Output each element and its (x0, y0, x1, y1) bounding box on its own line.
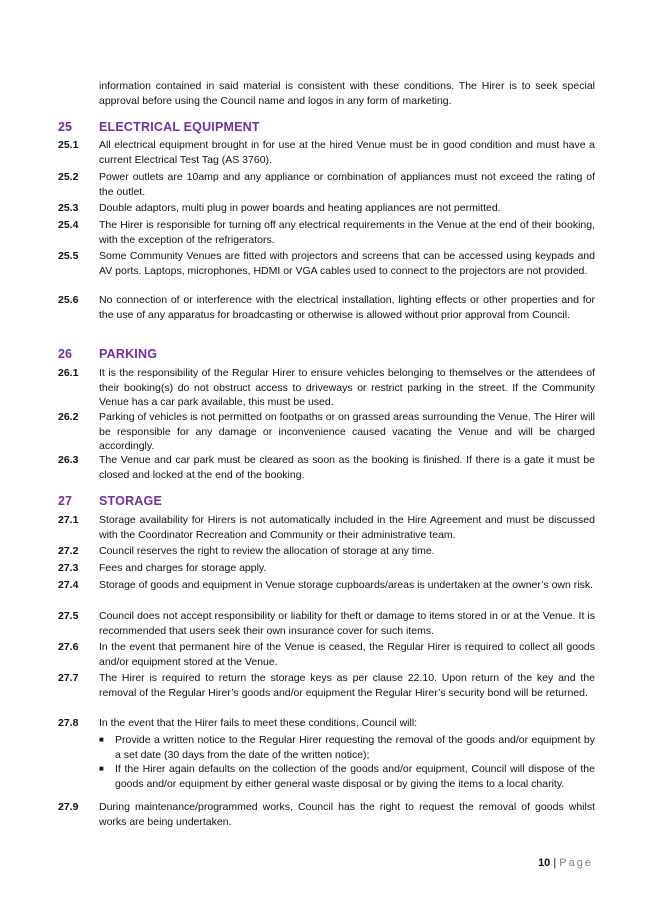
clause-number: 26.3 (58, 454, 79, 466)
clause-number: 27.4 (58, 579, 79, 591)
section-number: 27 (58, 494, 72, 508)
bullet-item (99, 733, 595, 762)
clause-text: No connection of or interference with the electrical installation, lighting effects or other properties and for the use of any apparatus for broadcasting or otherwise is allowed without prior approval from Council. (99, 294, 595, 321)
clause-text: All electrical equipment brought in for use at the hired Venue must be in good condition and must have a current Electrical Test Tag (AS 3760). (99, 139, 595, 166)
clause-number: 25.2 (58, 171, 79, 183)
clause-text: Power outlets are 10amp and any appliance or combination of appliances must not exceed the rating of the outlet. (99, 171, 595, 198)
clause-number: 26.1 (58, 367, 79, 379)
section-number: 25 (58, 120, 72, 134)
clause-item (58, 544, 595, 559)
clause-number: 27.8 (58, 717, 79, 729)
clause-item (58, 410, 595, 454)
section-heading: STORAGE (99, 494, 162, 508)
square-bullet-icon: ■ (99, 764, 104, 773)
clause-number: 27.6 (58, 641, 79, 653)
clause-number: 27.9 (58, 801, 79, 813)
clause-item (58, 716, 595, 731)
clause-number: 25.1 (58, 139, 79, 151)
clause-text: In the event that permanent hire of the Venue is ceased, the Regular Hirer is required to collect all goods and/or equipment stored at the Venue. (99, 641, 595, 668)
clause-item (58, 366, 595, 410)
clause-text: The Hirer is required to return the storage keys as per clause 22.10. Upon return of the key and the removal of the Regular Hirer’s goods and/or equipment the Regular Hirer’s security bond will be returned. (99, 672, 595, 699)
page-number: 10 (538, 857, 551, 869)
clause-item (58, 561, 595, 576)
clause-item (58, 513, 595, 542)
clause-text: Storage of goods and equipment in Venue storage cupboards/areas is undertaken at the owner’s own risk. (99, 579, 594, 591)
clause-text: It is the responsibility of the Regular Hirer to ensure vehicles belonging to themselves or the attendees of their booking(s) do not obstruct access to driveways or restrict parking in the street. If the Community Venue has a car park available, this must be used. (99, 367, 595, 409)
clause-text: Parking of vehicles is not permitted on footpaths or on grassed areas surrounding the Venue. The Hirer will be responsible for any damage or inconvenience caused vacating the Venue and will be charged accordingly. (99, 411, 595, 453)
clause-item (58, 671, 595, 700)
clause-text: The Venue and car park must be cleared as soon as the booking is finished. If there is a gate it must be closed and locked at the end of the booking. (99, 454, 595, 481)
intro-paragraph: information contained in said material is consistent with these conditions. The Hirer is to seek special approval before using the Council name and logos in any form of marketing. (99, 80, 595, 107)
clause-item (58, 640, 595, 669)
bullet-text: Provide a written notice to the Regular Hirer requesting the removal of the goods and/or equipment by a set date (30 days from the date of the written notice); (115, 734, 595, 761)
page-footer (538, 857, 593, 869)
clause-item (58, 249, 595, 278)
section-number: 26 (58, 347, 72, 361)
clause-item (58, 138, 595, 167)
clause-number: 27.5 (58, 610, 79, 622)
clause-item (58, 578, 595, 593)
section-heading: PARKING (99, 347, 158, 361)
clause-item (58, 170, 595, 199)
clause-text: In the event that the Hirer fails to meet these conditions, Council will: (99, 717, 418, 729)
clause-text: Some Community Venues are fitted with projectors and screens that can be accessed using keypads and AV ports. Laptops, microphones, HDMI or VGA cables used to connect to the projectors are not provided. (99, 250, 595, 277)
square-bullet-icon: ■ (99, 735, 104, 744)
footer-separator: | (550, 857, 560, 869)
clause-item (58, 293, 595, 322)
clause-number: 25.4 (58, 219, 79, 231)
page-label: Page (559, 857, 593, 869)
clause-number: 25.6 (58, 294, 79, 306)
section-heading: ELECTRICAL EQUIPMENT (99, 120, 260, 134)
clause-number: 27.3 (58, 562, 79, 574)
clause-number: 27.7 (58, 672, 79, 684)
clause-item (58, 453, 595, 482)
clause-number: 25.5 (58, 250, 79, 262)
clause-number: 27.1 (58, 514, 79, 526)
bullet-item (99, 762, 595, 791)
clause-item (58, 218, 595, 247)
clause-number: 27.2 (58, 545, 79, 557)
clause-text: Fees and charges for storage apply. (99, 562, 267, 574)
bullet-text: If the Hirer again defaults on the collection of the goods and/or equipment, Council will dispose of the goods and/or equipment by either general waste disposal or by giving the items to a local charity. (115, 763, 595, 790)
clause-text: During maintenance/programmed works, Council has the right to request the removal of goods whilst works are being undertaken. (99, 801, 595, 828)
clause-number: 25.3 (58, 202, 79, 214)
clause-text: Council reserves the right to review the allocation of storage at any time. (99, 545, 435, 557)
clause-item (58, 201, 595, 216)
clause-text: Council does not accept responsibility or liability for theft or damage to items stored in or at the Venue. It is recommended that users seek their own insurance cover for such items. (99, 610, 595, 637)
clause-text: The Hirer is responsible for turning off any electrical requirements in the Venue at the end of their booking, with the exception of the refrigerators. (99, 219, 595, 246)
clause-text: Double adaptors, multi plug in power boards and heating appliances are not permitted. (99, 202, 501, 214)
clause-text: Storage availability for Hirers is not automatically included in the Hire Agreement and must be discussed with the Coordinator Recreation and Community or their administrative team. (99, 514, 595, 541)
clause-item (58, 609, 595, 638)
clause-number: 26.2 (58, 411, 79, 423)
clause-item (58, 800, 595, 829)
